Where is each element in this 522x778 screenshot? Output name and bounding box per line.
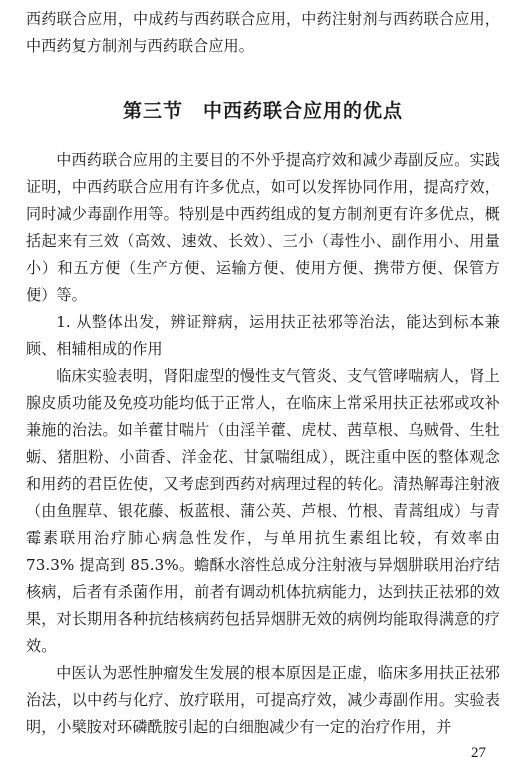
intro-paragraph: 西药联合应用，中成药与西药联合应用，中药注射剂与西药联合应用，中西药复方制剂与西药联合应用。 (26, 10, 500, 55)
paragraph-tumor-treatment: 中医认为恶性肿瘤发生发展的根本原因是正虚，临床多用扶正祛邪治法，以中药与化疗、放疗联用，可提高疗效，减少毒副作用。实验表明，小檗胺对环磷酰胺引起的白细胞减少有一定的治疗作用，并 (26, 664, 500, 736)
section-heading: 第三节 中西药联合应用的优点 (122, 100, 403, 122)
numbered-point-heading: 1. 从整体出发，辨证辩病，运用扶正祛邪等治法，能达到标本兼顾、相辅相成的作用 (26, 313, 500, 358)
page-number: 27 (471, 745, 486, 761)
paragraph-clinical-examples: 临床实验表明，肾阳虚型的慢性支气管炎、支气管哮喘病人，肾上腺皮质功能及免疫功能均低于正常人，在临床上常采用扶正祛邪或攻补兼施的治法。如羊藿甘喘片（由淫羊藿、虎杖、茜草根、乌贼骨、生牡蛎、猪胆粉、小茴香、洋金花、甘氯喘组成），既注重中医的整体观念和用药的君臣佐使，又考虑到西药对病理过程的转化。清热解毒注射液（由鱼腥草、银花藤、板蓝根、蒲公英、芦根、竹根、青蒿组成）与青霉素联用治疗肺心病急性发作，与单用抗生素组比较，有效率由 73.3% 提高到 85.3%。蟾酥水溶性总成分注射液与异烟肼联用治疗结核病，后者有杀菌作用，前者有调动机体抗病能力，达到扶正祛邪的效果，对长期用各种抗结核病药包括异烟肼无效的病例均能取得满意的疗效。 (26, 367, 500, 655)
page-body (26, 0, 500, 741)
paragraph-advantages-summary: 中西药联合应用的主要目的不外乎提高疗效和减少毒副反应。实践证明，中西药联合应用有许多优点，如可以发挥协同作用，提高疗效，同时减少毒副作用等。特别是中西药组成的复方制剂更有许多优点，概括起来有三效（高效、速效、长效）、三小（毒性小、副作用小、用量小）和五方便（生产方便、运输方便、使用方便、携带方便、保管方便）等。 (26, 151, 500, 304)
